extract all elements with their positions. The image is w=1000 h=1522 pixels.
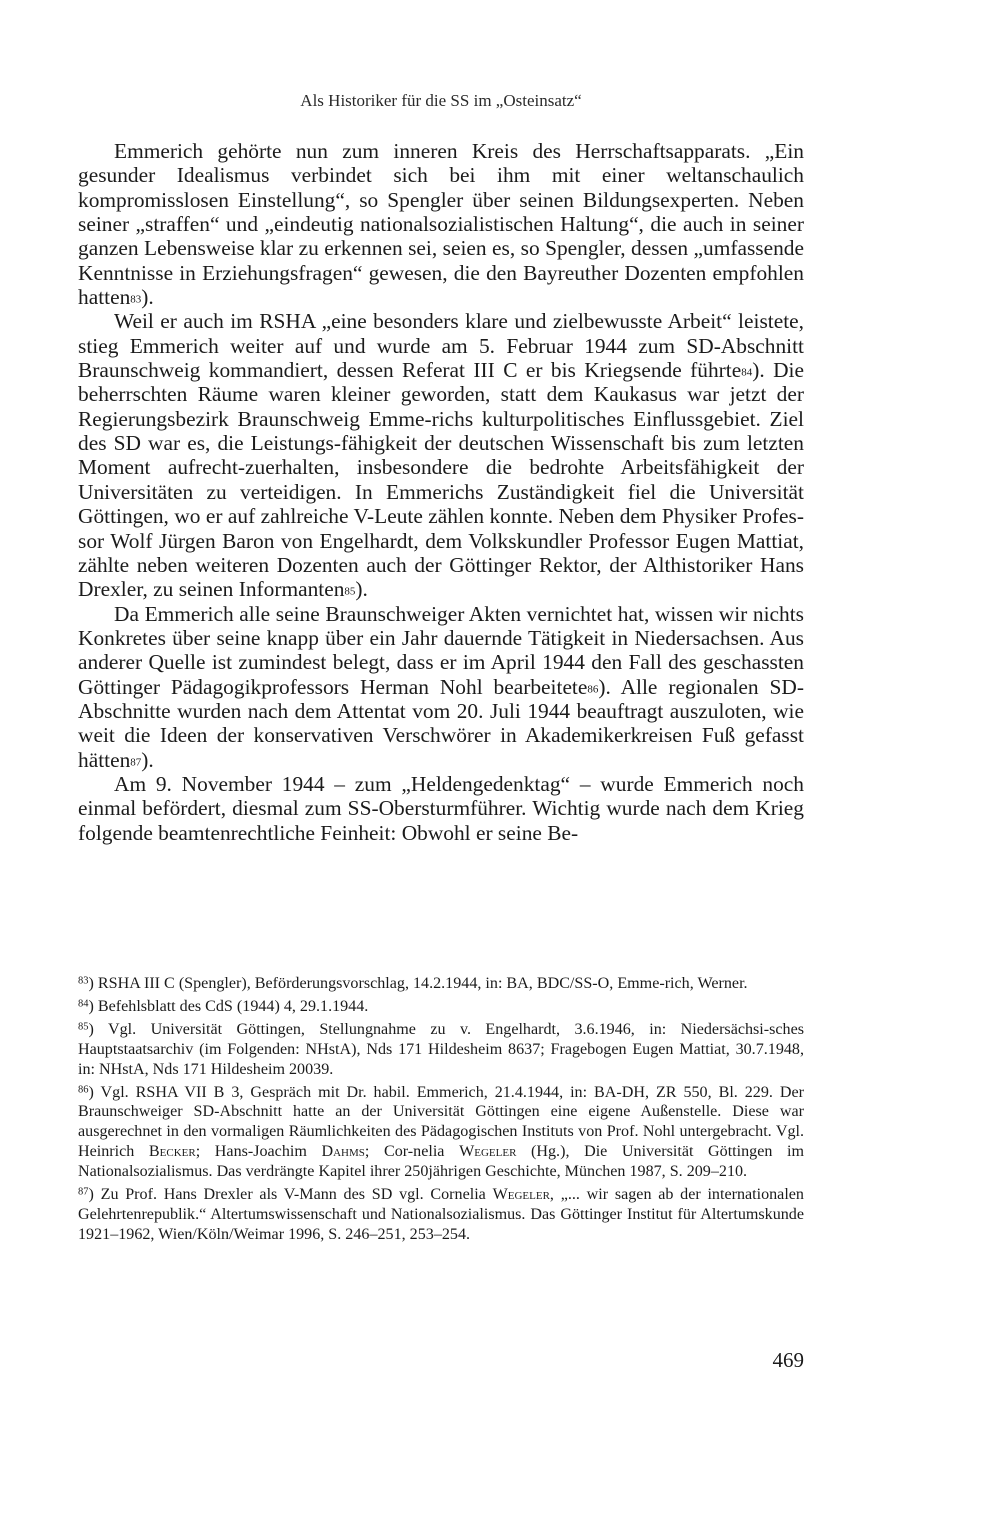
footnote-number: 86: [78, 1083, 89, 1095]
paragraph-4: [78, 772, 804, 845]
footnote-number: 83: [78, 975, 89, 987]
footnote-text: (Hg.), Die Universität Göttingen im Nationalsozialismus. Das verdrängte Kapitel ihrer 250jährigen Geschichte, München 1987, S. 209–210.: [78, 1143, 805, 1181]
paragraph-2-text-b: ). Die beherrschten Räume waren kleiner geworden, statt dem Kaukasus war jetzt der Regierungsbezirk Braunschweig Emme-richs kulturpolitisches Einflussgebiet. Ziel des SD war es, die Leistungs-fähigkeit der deutschen Wissenschaft bis zum letzten Moment aufrecht-zuerhalten, insbesondere die bedrohte Arbeitsfähigkeit der Universitäten zu verteidigen. In Emmerichs Zuständigkeit fiel die Universität Göttingen, wo er auf zahlreiche V-Leute zählen konnte. Neben dem Physiker Profes-sor Wolf Jürgen Baron von Engelhardt, dem Volkskundler Professor Eugen Mattiat, zählte neben weiteren Dozenten auch der Göttinger Rektor, der Althistoriker Hans Drexler, zu seinen Informanten: [78, 358, 804, 602]
paragraph-3-text-b: ). Alle regionalen SD-Abschnitte wurden nach dem Attentat vom 20. Juli 1944 beauftragt auszuloten, wie weit die Ideen der konservativen Verschwörer in Akademikerkreisen Fuß gefasst hätten: [78, 674, 804, 772]
main-text: [78, 139, 804, 845]
page-number: 469: [772, 1348, 804, 1372]
footnote-ref-84[interactable]: 84: [741, 366, 753, 379]
footnote-ref-83[interactable]: 83: [130, 293, 142, 306]
paragraph-4-text: Am 9. November 1944 – zum „Heldengedenktag“ – wurde Emmerich noch einmal befördert, diesmal zum SS-Obersturmführer. Wichtig wurde nach dem Krieg folgende beamtenrechtliche Feinheit: Obwohl er seine Be-: [78, 771, 804, 845]
footnote-number: 84: [78, 998, 89, 1010]
paragraph-2-end: ).: [355, 577, 368, 602]
paragraph-2-text-a: Weil er auch im RSHA „eine besonders klare und zielbewusste Arbeit“ leistete, stieg Emmerich weiter auf und wurde am 5. Februar 1944 zum SD-Abschnitt Braunschweig kommandiert, dessen Referat III C er bis Kriegsende führte: [78, 309, 804, 383]
paragraph-1: [78, 139, 804, 309]
footnote-ref-86[interactable]: 86: [587, 682, 599, 695]
footnote-84: $^{84}$) Befehlsblatt des CdS (1944) 4, 29.1.1944.: [78, 997, 369, 1015]
footnote-text: Zu Prof. Hans Drexler als V-Mann des SD vgl. Cornelia: [100, 1186, 493, 1204]
paragraph-3: [78, 602, 804, 772]
footnote-text: RSHA III C (Spengler), Beförderungsvorschlag, 14.2.1944, in: BA, BDC/SS-O, Emme-rich, Werner.: [97, 975, 748, 992]
author-name: Wegeler: [459, 1143, 517, 1161]
author-name: Dahms: [321, 1143, 365, 1161]
author-name: Wegeler: [492, 1186, 550, 1204]
paragraph-3-text-a: Da Emmerich alle seine Braunschweiger Akten vernichtet hat, wissen wir nichts Konkretes über seine knapp über ein Jahr dauernde Tätigkeit in Niedersachsen. Aus anderer Quelle ist zumindest belegt, dass er im April 1944 den Fall des geschassten Göttinger Pädagogikprofessors Herman Nohl bearbeitete: [78, 601, 804, 699]
footnote-text: Vgl. Universität Göttingen, Stellungnahme zu v. Engelhardt, 3.6.1946, in: Niedersächsi-sches Hauptstaatsarchiv (im Folgenden: NHstA), Nds 171 Hildesheim 8637; Fragebogen Eugen Mattiat, 30.7.1948, in: NHstA, Nds 171 Hildesheim 20039.: [78, 1020, 804, 1078]
footnote-ref-87[interactable]: 87: [130, 755, 142, 768]
footnote-text: ; Hans-Joachim: [195, 1143, 322, 1161]
footnote-83: $^{83}$) RSHA III C (Spengler), Beförderungsvorschlag, 14.2.1944, in: BA, BDC/SS-O, Emme-rich, Werner.: [78, 975, 748, 992]
footnote-86: $^{86}$) Vgl. RSHA VII B 3, Gespräch mit Dr. habil. Emmerich, 21.4.1944, in: BA-DH, ZR 550, Bl. 229. Der Braunschweiger SD-Abschnitt hatte an der Universität Göttingen eine eigene Außenstelle. Diese war ausgerechnet in den vormaligen Räumlichkeiten des Pädagogischen Instituts von Prof. Nohl untergebracht. Vgl. Heinrich Becker; Hans-Joachim Dahms; Cor-nelia Wegeler (Hg.), Die Universität Göttingen im Nationalsozialismus. Das verdrängte Kapitel ihrer 250jährigen Geschichte, München 1987, S. 209–210.: [78, 1083, 805, 1181]
author-name: Becker: [148, 1143, 196, 1161]
footnote-text: , „... wir sagen ab der internationalen Gelehrtenrepublik.“ Altertumswissenschaft und Nationalsozialismus. Das Göttinger Institut für Altertumskunde 1921–1962, Wien/Köln/Weimar 1996, S. 246–251, 253–254.: [78, 1186, 804, 1243]
running-head: Als Historiker für die SS im „Osteinsatz“: [300, 91, 582, 110]
footnote-87: $^{87}$) Zu Prof. Hans Drexler als V-Mann des SD vgl. Cornelia Wegeler, „... wir sagen ab der internationalen Gelehrtenrepublik.“ Altertumswissenschaft und Nationalsozialismus. Das Göttinger Institut für Altertumskunde 1921–1962, Wien/Köln/Weimar 1996, S. 246–251, 253–254.: [78, 1186, 804, 1243]
paragraph-1-end: ).: [141, 285, 154, 310]
footnote-number: 85: [78, 1021, 89, 1033]
paragraph-2: [78, 309, 804, 601]
footnotes: [78, 974, 804, 1248]
paragraph-1-text: Emmerich gehörte nun zum inneren Kreis des Herrschaftsapparats. „Ein gesunder Idealismus verbindet sich bei ihm mit einer weltanschaulich kompromisslosen Einstellung“, so Spengler über seinen Bildungsexperten. Neben seiner „straffen“ und „eindeutig nationalsozialistischen Haltung“, die auch in seiner ganzen Lebensweise klar zu erkennen sei, seien es, so Spengler, dessen „umfassende Kenntnisse in Erziehungsfragen“ gewesen, die den Bayreuther Dozenten empfohlen hatten: [78, 139, 804, 310]
footnote-text: Vgl. RSHA VII B 3, Gespräch mit Dr. habil. Emmerich, 21.4.1944, in: BA-DH, ZR 550, Bl. 229. Der Braunschweiger SD-Abschnitt hatte an der Universität Göttingen eine eigene Außenstelle. Diese war ausgerechnet in den vormaligen Räumlichkeiten des Pädagogischen Instituts von Prof. Nohl untergebracht. Vgl. Heinrich: [78, 1083, 805, 1161]
footnote-number: 87: [78, 1186, 89, 1198]
book-page: [78, 0, 804, 1522]
footnote-text: ; Cor-nelia: [364, 1143, 460, 1161]
footnote-85: $^{85}$) Vgl. Universität Göttingen, Stellungnahme zu v. Engelhardt, 3.6.1946, in: Niedersächsi-sches Hauptstaatsarchiv (im Folgenden: NHstA), Nds 171 Hildesheim 8637; Fragebogen Eugen Mattiat, 30.7.1948, in: NHstA, Nds 171 Hildesheim 20039.: [78, 1020, 804, 1078]
footnote-text: Befehlsblatt des CdS (1944) 4, 29.1.1944.: [97, 997, 369, 1015]
footnote-ref-85[interactable]: 85: [344, 585, 356, 598]
paragraph-3-end: ).: [141, 747, 154, 772]
